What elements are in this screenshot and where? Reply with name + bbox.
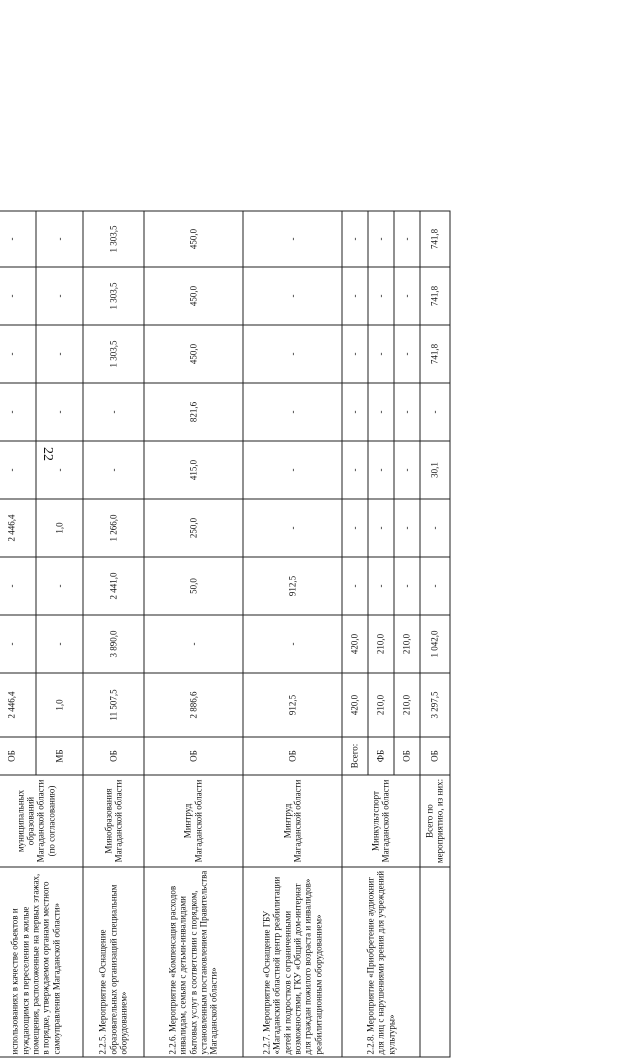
cell-total: 210,0 [368,673,394,737]
cell-value: 912,5 [243,557,342,615]
cell-value: 1 303,5 [83,211,143,267]
row-source: ОБ [243,737,342,775]
cell-value: - [342,383,368,441]
table-row [243,211,342,1057]
cell-value: - [342,267,368,325]
cell-value: 210,0 [394,615,420,673]
row-name: 2.2.7. Мероприятие «Оснащение ГБУ «Магаданский областной центр реабилитации детей и подростков с ограниченными возможностями, ГКУ «Общий дом-интернат для граждан пожилого возраста и инвалидов» реабилитационным оборудованием» [243,867,342,1057]
cell-value: 1 303,5 [83,325,143,383]
cell-value: 1 266,0 [83,499,143,557]
cell-value: 30,1 [420,441,450,499]
cell-value: - [36,325,83,383]
cell-value: - [368,267,394,325]
row-source: ОБ [394,737,420,775]
cell-value: 210,0 [368,615,394,673]
table-row [342,211,368,1057]
cell-value: 1 303,5 [83,267,143,325]
cell-value: - [368,441,394,499]
table-row [144,211,243,1057]
row-source: Всего: [342,737,368,775]
cell-value: - [0,267,36,325]
cell-value: - [36,441,83,499]
cell-value: - [420,499,450,557]
cell-value: 741,8 [420,211,450,267]
cell-value: - [36,383,83,441]
cell-value: 450,0 [144,211,243,267]
cell-value: - [36,557,83,615]
cell-value: - [36,615,83,673]
cell-value: - [144,615,243,673]
cell-value: 420,0 [342,615,368,673]
cell-value: - [368,557,394,615]
cell-value: 821,6 [144,383,243,441]
row-source: ФБ [368,737,394,775]
cell-value: 50,0 [144,557,243,615]
cell-value: - [368,211,394,267]
cell-value: - [368,383,394,441]
cell-value: - [243,441,342,499]
row-responsible: Минобразования Магаданской области [83,775,143,867]
cell-value: - [394,267,420,325]
cell-value: - [342,325,368,383]
row-source: ОБ [144,737,243,775]
row-source: ОБ [83,737,143,775]
cell-value: - [243,499,342,557]
cell-value: - [243,325,342,383]
cell-value: - [394,211,420,267]
cell-value: - [83,441,143,499]
cell-value: - [342,499,368,557]
cell-value: - [0,441,36,499]
row-responsible: Минкультспорт Магаданской области [342,775,420,867]
cell-value: 450,0 [144,325,243,383]
row-source: МБ [36,737,83,775]
cell-value: - [342,441,368,499]
cell-value: - [36,267,83,325]
cell-value: - [342,557,368,615]
row-responsible: Минтруд Магаданской области [243,775,342,867]
cell-total: 420,0 [342,673,368,737]
cell-value: - [394,325,420,383]
row-responsible: Всего по мероприятию, из них: [420,775,450,867]
cell-total: 11 507,5 [83,673,143,737]
cell-value: - [83,383,143,441]
row-responsible: муниципальных образований Магаданской области (по согласованию) [0,775,83,867]
cell-value: 250,0 [144,499,243,557]
cell-value: 2 441,0 [83,557,143,615]
cell-value: 1,0 [36,499,83,557]
cell-value: - [394,383,420,441]
cell-value: - [36,211,83,267]
cell-value: 741,8 [420,267,450,325]
row-name: использованиях в качестве объектов и нуждающимся в переселении в жилые помещения, расположенные на первых этажах, в порядке, утверждаемом органами местного самоуправления Магаданской области» [0,867,83,1057]
cell-value: - [420,383,450,441]
row-responsible: Минтруд Магаданской области [144,775,243,867]
cell-total: 912,5 [243,673,342,737]
cell-value: - [394,441,420,499]
cell-value: - [243,211,342,267]
row-source: ОБ [0,737,36,775]
cell-total: 2 446,4 [0,673,36,737]
row-name: 2.2.5. Мероприятие «Оснащение образовательных организаций специальным оборудованием» [83,867,143,1057]
row-name: 2.2.6. Мероприятие «Компенсация расходов инвалидам, семьям с детьми-инвалидами бытовых услуг в соответствии с порядком, установленным постановлением Правительства Магаданской области» [144,867,243,1057]
table-row-total [420,211,450,1057]
page-number: 22 [40,447,55,461]
cell-value: - [0,615,36,673]
cell-value: - [243,267,342,325]
cell-value: - [0,383,36,441]
cell-value: - [0,557,36,615]
cell-value: - [243,615,342,673]
cell-value: - [0,211,36,267]
rotated-table-container [0,212,445,1058]
cell-value: - [420,557,450,615]
table-row [83,211,143,1057]
cell-value: 415,0 [144,441,243,499]
cell-total: 3 297,5 [420,673,450,737]
cell-value: - [342,211,368,267]
cell-value: 1 042,0 [420,615,450,673]
cell-value: - [394,499,420,557]
cell-total: 210,0 [394,673,420,737]
cell-value: - [368,325,394,383]
cell-value: - [368,499,394,557]
row-source: ОБ [420,737,450,775]
financing-table [0,210,450,1057]
table-row [0,211,36,1057]
cell-value: 741,8 [420,325,450,383]
cell-value: - [394,557,420,615]
cell-total: 2 886,6 [144,673,243,737]
row-name: 2.2.8. Мероприятие «Приобретение аудиокниг для лиц с нарушениями зрения для учреждений культуры» [342,867,420,1057]
cell-value: - [243,383,342,441]
cell-value: - [0,325,36,383]
cell-value: 2 446,4 [0,499,36,557]
cell-value: 450,0 [144,267,243,325]
cell-total: 1,0 [36,673,83,737]
row-name [420,867,450,1057]
cell-value: 3 890,0 [83,615,143,673]
